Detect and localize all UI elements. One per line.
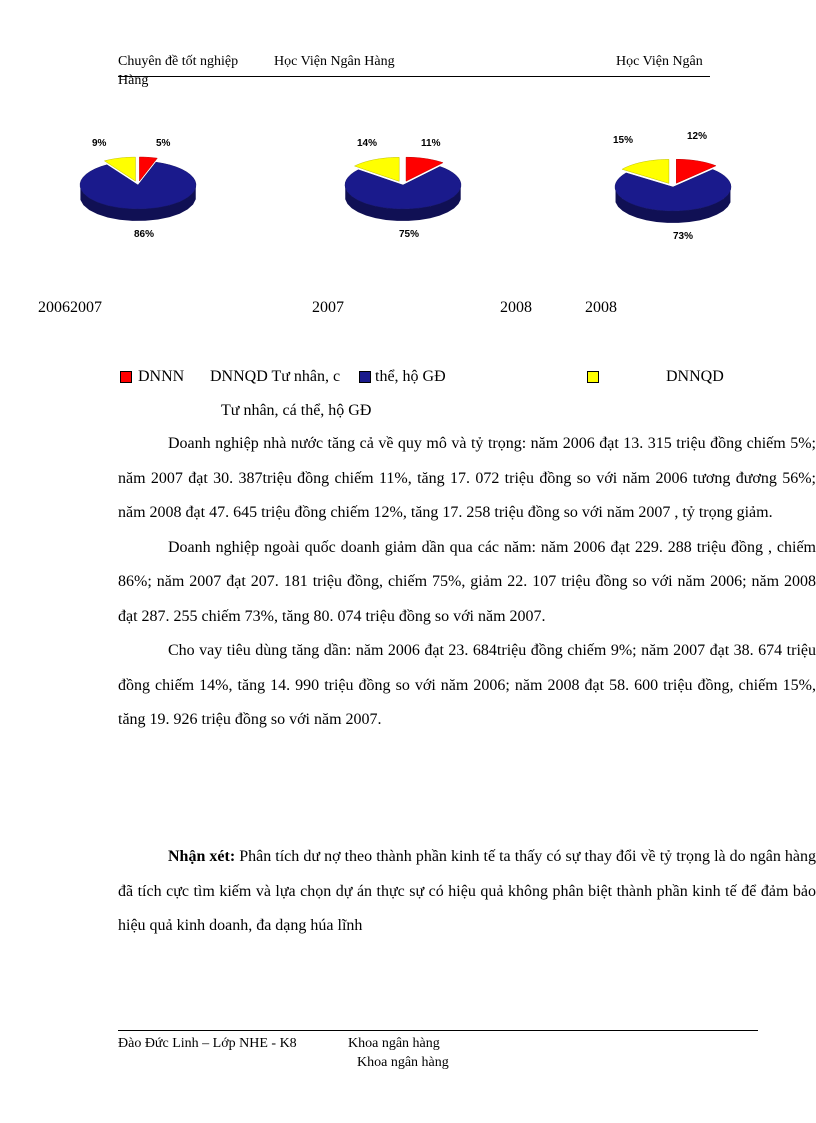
year-label-1: 20062007 (38, 299, 102, 316)
footer-author: Đào Đức Linh – Lớp NHE - K8 (118, 1036, 297, 1051)
pie-data-label: 9% (92, 138, 107, 149)
legend-label-dnnn: DNNN (138, 368, 185, 385)
paragraph-dnnn: Doanh nghiệp nhà nước tăng cả về quy mô và tỷ trọng: năm 2006 đạt 13. 315 triệu đồng chiếm 5%; năm 2007 đạt 30. 387triệu đồng chiếm 11%, tăng 17. 072 triệu đồng so với năm 2006 tương đương 56%; năm 2008 đạt 47. 645 triệu đồng chiếm 12%, tăng 17. 258 triệu đồng so với năm 2007 , tỷ trọng giảm. (118, 435, 816, 521)
body-block-1 (118, 427, 816, 738)
pie-data-label: 86% (134, 229, 155, 240)
legend-swatch-dnnqd (587, 371, 599, 383)
pie-chart-2007 (333, 130, 473, 245)
legend-label-tn-cont: thể, hộ GĐ (375, 368, 446, 385)
header-center: Học Viện Ngân Hàng (274, 54, 395, 69)
legend-swatch-dnnn (120, 371, 132, 383)
remark-label: Nhận xét: (168, 848, 236, 865)
header-left: Chuyên đề tốt nghiệp (118, 54, 239, 69)
header-rule (118, 76, 710, 77)
year-label-4: 2008 (585, 299, 617, 316)
year-label-2: 2007 (312, 299, 344, 316)
pie-data-label: 11% (421, 138, 441, 149)
paragraph-consumer-loans: Cho vay tiêu dùng tăng dần: năm 2006 đạt 23. 684triệu đồng chiếm 9%; năm 2007 đạt 38. 674 triệu đồng chiếm 14%, tăng 14. 990 triệu đồng so với năm 2006; năm 2008 đạt 58. 600 triệu đồng, chiếm 15%, tăng 19. 926 triệu đồng so với năm 2007. (118, 642, 816, 728)
legend-label-dnnqd-tn: DNNQD Tư nhân, c (210, 368, 341, 385)
pie-data-label: 5% (156, 138, 171, 149)
pie-data-label: 75% (399, 229, 420, 240)
pie-slice-dnnqd (80, 162, 196, 209)
paragraph-remark (118, 840, 816, 944)
header-right: Học Viện Ngân (616, 54, 703, 69)
remark-text: Phân tích dư nợ theo thành phần kinh tế ta thấy có sự thay đổi về tỷ trọng là do ngân hàng đã tích cực tìm kiếm và lựa chọn dự án thực sự có hiệu quả không phân biệt thành phần kinh tế để đảm bảo hiệu quả kinh doanh, đa dạng húa lĩnh (118, 848, 816, 934)
legend-swatch-tn (359, 371, 371, 383)
pie-data-label: 73% (673, 231, 694, 242)
body-block-2 (118, 840, 816, 944)
pie-data-label: 14% (357, 138, 378, 149)
year-label-3: 2008 (500, 299, 532, 316)
footer-dept-1: Khoa ngân hàng (348, 1036, 440, 1051)
pie-data-label: 15% (613, 135, 634, 146)
legend-line-2: Tư nhân, cá thể, hộ GĐ (221, 402, 372, 419)
header-wrap: Hàng (118, 73, 149, 88)
legend-label-dnnqd: DNNQD (666, 368, 724, 385)
footer-rule (118, 1030, 758, 1031)
pie-chart-2006 (68, 130, 208, 245)
footer-dept-2: Khoa ngân hàng (357, 1055, 449, 1070)
pie-chart-2008 (603, 125, 743, 245)
paragraph-dnnqd: Doanh nghiệp ngoài quốc doanh giảm dần qua các năm: năm 2006 đạt 229. 288 triệu đồng , chiếm 86%; năm 2007 đạt 207. 181 triệu đồng, chiếm 75%, giảm 22. 107 triệu đồng so với năm 2006; năm 2008 đạt 287. 255 chiếm 73%, tăng 80. 074 triệu đồng so với năm 2007. (118, 538, 816, 625)
pie-data-label: 12% (687, 131, 708, 142)
